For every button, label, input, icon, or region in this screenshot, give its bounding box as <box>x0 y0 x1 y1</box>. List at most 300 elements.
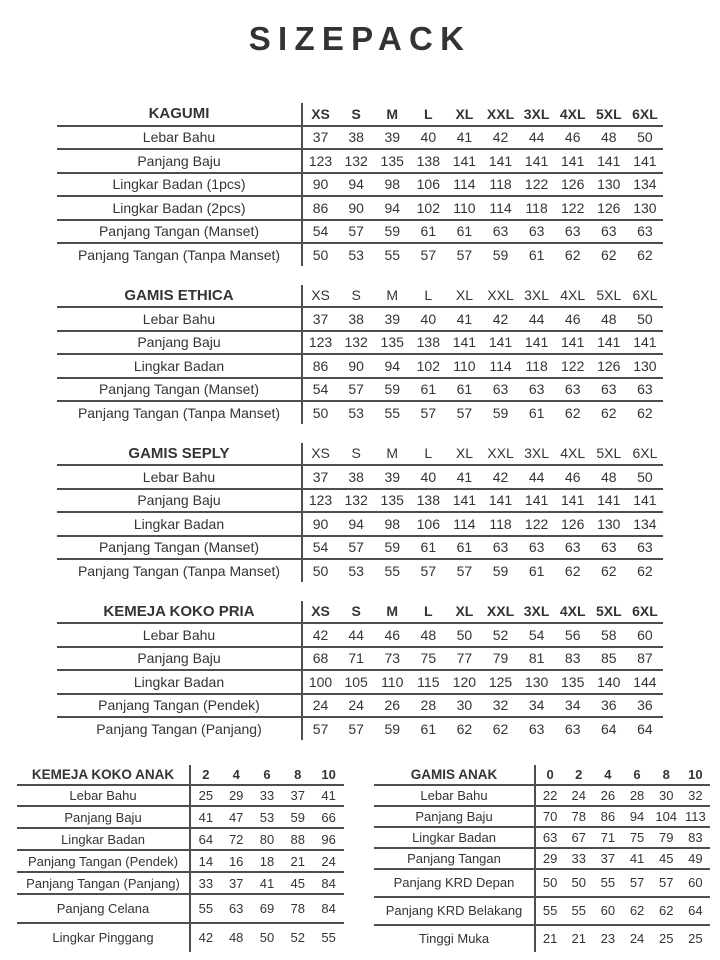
value-cell: 67 <box>564 827 593 848</box>
row-label: Panjang Baju <box>374 806 535 827</box>
value-cell: 64 <box>681 897 710 925</box>
value-cell: 141 <box>591 489 627 513</box>
table-row <box>57 149 663 173</box>
value-cell: 63 <box>555 220 591 244</box>
value-cell: 122 <box>519 173 555 197</box>
size-header: S <box>338 103 374 126</box>
value-cell: 68 <box>302 647 338 671</box>
value-cell: 94 <box>374 196 410 220</box>
table-row <box>17 872 344 894</box>
value-cell: 118 <box>482 173 518 197</box>
table-row <box>57 243 663 266</box>
value-cell: 54 <box>302 378 338 402</box>
size-header: 5XL <box>591 103 627 126</box>
table-row <box>17 785 344 807</box>
value-cell: 58 <box>591 623 627 647</box>
value-cell: 55 <box>384 246 401 263</box>
value-cell: 62 <box>601 246 617 263</box>
size-header: M <box>374 285 410 308</box>
size-header: 6XL <box>627 443 663 466</box>
value-cell: 62 <box>564 246 581 263</box>
value-cell: 34 <box>519 694 555 718</box>
value-cell: 41 <box>446 126 482 150</box>
value-cell: 87 <box>627 647 663 671</box>
table-row <box>374 848 710 869</box>
value-cell: 46 <box>555 126 591 150</box>
value-cell: 141 <box>555 149 591 173</box>
value-cell: 55 <box>384 404 401 421</box>
row-label: Lingkar Pinggang <box>17 923 190 951</box>
value-cell: 47 <box>221 806 252 828</box>
value-cell: 53 <box>348 246 364 263</box>
value-cell: 50 <box>446 623 482 647</box>
value-cell: 37 <box>221 872 252 894</box>
table-row <box>374 869 710 897</box>
value-cell: 57 <box>420 562 437 579</box>
row-label: Lingkar Badan (1pcs) <box>57 173 302 197</box>
value-cell: 61 <box>446 536 482 560</box>
value-cell: 59 <box>384 720 401 737</box>
size-header: XXL <box>482 601 518 624</box>
table-row <box>57 401 663 424</box>
size-header: XS <box>302 601 338 624</box>
size-header: M <box>374 601 410 624</box>
row-label: Panjang Baju <box>57 489 302 513</box>
value-cell: 73 <box>374 647 410 671</box>
value-cell: 62 <box>492 720 509 737</box>
value-cell: 57 <box>652 869 681 897</box>
value-cell: 122 <box>555 354 591 378</box>
value-cell: 98 <box>374 173 410 197</box>
value-cell: 80 <box>252 828 283 850</box>
value-cell: 37 <box>302 307 338 331</box>
header-row <box>17 765 344 785</box>
value-cell: 54 <box>519 623 555 647</box>
value-cell: 38 <box>338 126 374 150</box>
size-header: XL <box>446 601 482 624</box>
value-cell: 60 <box>593 897 622 925</box>
value-cell: 25 <box>190 785 221 807</box>
value-cell: 57 <box>456 562 473 579</box>
value-cell: 48 <box>591 307 627 331</box>
value-cell: 52 <box>290 930 306 946</box>
size-header: 2 <box>564 765 593 785</box>
value-cell: 126 <box>555 173 591 197</box>
value-cell: 62 <box>564 562 581 579</box>
value-cell: 28 <box>410 694 446 718</box>
value-cell: 22 <box>535 785 564 806</box>
value-cell: 106 <box>410 173 446 197</box>
table-row <box>17 923 344 951</box>
row-label: Lingkar Badan <box>57 670 302 694</box>
value-cell: 62 <box>637 246 653 263</box>
table-name: KEMEJA KOKO ANAK <box>17 765 190 785</box>
value-cell: 59 <box>492 562 509 579</box>
value-cell: 50 <box>627 465 663 489</box>
row-label: Panjang KRD Depan <box>374 869 535 897</box>
value-cell: 118 <box>519 354 555 378</box>
row-label: Panjang Tangan (Panjang) <box>17 872 190 894</box>
value-cell: 106 <box>410 512 446 536</box>
value-cell: 57 <box>622 869 651 897</box>
value-cell: 52 <box>482 623 518 647</box>
value-cell: 41 <box>190 806 221 828</box>
row-label: Panjang Celana <box>17 894 190 923</box>
value-cell: 130 <box>627 196 663 220</box>
value-cell: 50 <box>535 869 564 897</box>
value-cell: 24 <box>302 694 338 718</box>
value-cell: 141 <box>627 489 663 513</box>
value-cell: 86 <box>593 806 622 827</box>
value-cell: 130 <box>519 670 555 694</box>
value-cell: 138 <box>410 149 446 173</box>
table-row <box>57 354 663 378</box>
value-cell: 61 <box>528 562 545 579</box>
value-cell: 55 <box>564 897 593 925</box>
value-cell: 30 <box>652 785 681 806</box>
value-cell: 132 <box>338 489 374 513</box>
value-cell: 38 <box>338 465 374 489</box>
value-cell: 126 <box>591 354 627 378</box>
size-header: S <box>338 601 374 624</box>
value-cell: 141 <box>482 331 518 355</box>
size-header: 4XL <box>555 103 591 126</box>
size-header: XS <box>302 285 338 308</box>
header-row <box>57 285 663 308</box>
value-cell: 123 <box>302 489 338 513</box>
value-cell: 105 <box>338 670 374 694</box>
table-row <box>17 828 344 850</box>
value-cell: 63 <box>564 720 581 737</box>
value-cell: 83 <box>681 827 710 848</box>
value-cell: 57 <box>312 720 329 737</box>
value-cell: 63 <box>519 378 555 402</box>
size-header: L <box>410 103 446 126</box>
value-cell: 132 <box>338 331 374 355</box>
value-cell: 46 <box>555 307 591 331</box>
value-cell: 63 <box>519 536 555 560</box>
value-cell: 69 <box>252 894 283 923</box>
value-cell: 61 <box>410 220 446 244</box>
header-row <box>57 443 663 466</box>
value-cell: 86 <box>302 196 338 220</box>
value-cell: 141 <box>446 331 482 355</box>
kids-tables-row <box>0 765 720 952</box>
value-cell: 53 <box>348 404 364 421</box>
value-cell: 50 <box>312 562 329 579</box>
value-cell: 135 <box>374 489 410 513</box>
table-name: KEMEJA KOKO PRIA <box>57 601 302 624</box>
value-cell: 39 <box>374 307 410 331</box>
size-table-gamis-seply <box>57 443 663 582</box>
size-header: XXL <box>482 443 518 466</box>
size-header: XS <box>302 103 338 126</box>
value-cell: 34 <box>555 694 591 718</box>
size-header: 6 <box>252 765 283 785</box>
value-cell: 115 <box>410 670 446 694</box>
size-header: 6 <box>622 765 651 785</box>
value-cell: 40 <box>410 126 446 150</box>
table-name: GAMIS SEPLY <box>57 443 302 466</box>
size-header: XL <box>446 443 482 466</box>
value-cell: 30 <box>446 694 482 718</box>
value-cell: 28 <box>622 785 651 806</box>
table-row <box>57 378 663 402</box>
header-row <box>57 103 663 126</box>
value-cell: 63 <box>482 378 518 402</box>
value-cell: 141 <box>482 149 518 173</box>
value-cell: 63 <box>528 720 545 737</box>
value-cell: 134 <box>627 512 663 536</box>
size-table-gamis-ethica <box>57 285 663 424</box>
value-cell: 53 <box>252 806 283 828</box>
value-cell: 63 <box>555 536 591 560</box>
value-cell: 79 <box>482 647 518 671</box>
value-cell: 50 <box>259 930 275 946</box>
value-cell: 46 <box>555 465 591 489</box>
value-cell: 63 <box>535 827 564 848</box>
row-label: Panjang Tangan (Manset) <box>57 220 302 244</box>
value-cell: 102 <box>410 354 446 378</box>
value-cell: 24 <box>338 694 374 718</box>
row-label: Lebar Bahu <box>374 785 535 806</box>
value-cell: 49 <box>681 848 710 869</box>
value-cell: 57 <box>338 220 374 244</box>
value-cell: 94 <box>338 173 374 197</box>
table-row <box>57 196 663 220</box>
value-cell: 125 <box>482 670 518 694</box>
size-header: XS <box>302 443 338 466</box>
value-cell: 63 <box>627 536 663 560</box>
table-row <box>374 897 710 925</box>
value-cell: 62 <box>601 404 617 421</box>
row-label: Lebar Bahu <box>57 307 302 331</box>
size-header: 8 <box>282 765 313 785</box>
size-table-kagumi <box>57 103 663 266</box>
size-header: 6XL <box>627 103 663 126</box>
value-cell: 33 <box>564 848 593 869</box>
value-cell: 118 <box>519 196 555 220</box>
value-cell: 38 <box>338 307 374 331</box>
value-cell: 21 <box>282 850 313 872</box>
value-cell: 41 <box>622 848 651 869</box>
value-cell: 41 <box>446 307 482 331</box>
value-cell: 63 <box>591 220 627 244</box>
value-cell: 120 <box>446 670 482 694</box>
value-cell: 44 <box>338 623 374 647</box>
value-cell: 122 <box>555 196 591 220</box>
value-cell: 79 <box>652 827 681 848</box>
size-header: L <box>410 443 446 466</box>
value-cell: 42 <box>302 623 338 647</box>
value-cell: 138 <box>410 331 446 355</box>
value-cell: 63 <box>627 220 663 244</box>
value-cell: 62 <box>652 897 681 925</box>
value-cell: 94 <box>338 512 374 536</box>
value-cell: 21 <box>571 931 586 946</box>
size-header: 3XL <box>519 285 555 308</box>
size-header: 0 <box>535 765 564 785</box>
value-cell: 71 <box>338 647 374 671</box>
size-header: 4 <box>221 765 252 785</box>
value-cell: 138 <box>410 489 446 513</box>
value-cell: 77 <box>446 647 482 671</box>
size-header: 3XL <box>519 601 555 624</box>
value-cell: 42 <box>482 465 518 489</box>
row-label: Tinggi Muka <box>374 925 535 952</box>
value-cell: 36 <box>591 694 627 718</box>
value-cell: 63 <box>482 536 518 560</box>
value-cell: 62 <box>601 562 617 579</box>
table-row <box>57 536 663 560</box>
value-cell: 96 <box>313 828 344 850</box>
value-cell: 141 <box>519 331 555 355</box>
size-table-gamis-anak <box>374 765 710 952</box>
value-cell: 114 <box>482 354 518 378</box>
value-cell: 141 <box>627 149 663 173</box>
table-row <box>57 220 663 244</box>
table-row <box>57 126 663 150</box>
value-cell: 26 <box>593 785 622 806</box>
value-cell: 123 <box>302 331 338 355</box>
value-cell: 62 <box>456 720 473 737</box>
size-header: 5XL <box>591 285 627 308</box>
value-cell: 141 <box>591 331 627 355</box>
value-cell: 64 <box>637 720 653 737</box>
table-row <box>17 806 344 828</box>
row-label: Lingkar Badan <box>374 827 535 848</box>
value-cell: 25 <box>688 931 703 946</box>
value-cell: 37 <box>593 848 622 869</box>
value-cell: 141 <box>555 331 591 355</box>
size-header: 10 <box>681 765 710 785</box>
value-cell: 94 <box>622 806 651 827</box>
value-cell: 141 <box>519 489 555 513</box>
value-cell: 90 <box>338 354 374 378</box>
value-cell: 55 <box>321 930 336 946</box>
value-cell: 45 <box>652 848 681 869</box>
value-cell: 55 <box>384 562 401 579</box>
table-row <box>17 850 344 872</box>
value-cell: 66 <box>313 806 344 828</box>
value-cell: 50 <box>312 246 329 263</box>
size-header: 3XL <box>519 103 555 126</box>
table-row <box>57 173 663 197</box>
value-cell: 48 <box>410 623 446 647</box>
value-cell: 130 <box>591 173 627 197</box>
table-row <box>374 806 710 827</box>
value-cell: 114 <box>482 196 518 220</box>
value-cell: 57 <box>420 404 437 421</box>
value-cell: 37 <box>302 465 338 489</box>
value-cell: 140 <box>591 670 627 694</box>
value-cell: 126 <box>555 512 591 536</box>
value-cell: 48 <box>228 930 244 946</box>
value-cell: 24 <box>629 931 645 946</box>
value-cell: 86 <box>302 354 338 378</box>
value-cell: 39 <box>374 465 410 489</box>
value-cell: 135 <box>374 331 410 355</box>
value-cell: 61 <box>528 246 545 263</box>
value-cell: 46 <box>374 623 410 647</box>
value-cell: 64 <box>190 828 221 850</box>
row-label: Lingkar Badan <box>17 828 190 850</box>
row-label: Panjang Tangan <box>374 848 535 869</box>
row-label: Panjang Tangan (Manset) <box>57 536 302 560</box>
value-cell: 55 <box>190 894 221 923</box>
value-cell: 42 <box>198 930 214 946</box>
value-cell: 61 <box>420 720 437 737</box>
value-cell: 29 <box>221 785 252 807</box>
value-cell: 84 <box>313 872 344 894</box>
value-cell: 50 <box>312 404 329 421</box>
value-cell: 110 <box>446 354 482 378</box>
value-cell: 63 <box>519 220 555 244</box>
row-label: Lebar Bahu <box>57 465 302 489</box>
size-header: L <box>410 285 446 308</box>
value-cell: 114 <box>446 512 482 536</box>
value-cell: 110 <box>446 196 482 220</box>
value-cell: 122 <box>519 512 555 536</box>
size-header: L <box>410 601 446 624</box>
value-cell: 134 <box>627 173 663 197</box>
value-cell: 64 <box>601 720 617 737</box>
value-cell: 135 <box>555 670 591 694</box>
header-row <box>57 601 663 624</box>
value-cell: 57 <box>338 536 374 560</box>
size-header: 4XL <box>555 285 591 308</box>
size-header: 8 <box>652 765 681 785</box>
row-label: Lingkar Badan (2pcs) <box>57 196 302 220</box>
size-header: 6XL <box>627 285 663 308</box>
value-cell: 61 <box>410 536 446 560</box>
value-cell: 53 <box>348 562 364 579</box>
value-cell: 59 <box>374 378 410 402</box>
value-cell: 39 <box>374 126 410 150</box>
size-header: 5XL <box>591 443 627 466</box>
value-cell: 56 <box>555 623 591 647</box>
value-cell: 62 <box>637 562 653 579</box>
value-cell: 41 <box>446 465 482 489</box>
value-cell: 114 <box>446 173 482 197</box>
table-row <box>57 694 663 718</box>
value-cell: 110 <box>374 670 410 694</box>
value-cell: 61 <box>446 378 482 402</box>
value-cell: 57 <box>348 720 364 737</box>
row-label: Lingkar Badan <box>57 512 302 536</box>
value-cell: 42 <box>482 126 518 150</box>
size-header: M <box>374 103 410 126</box>
value-cell: 57 <box>338 378 374 402</box>
value-cell: 59 <box>492 404 509 421</box>
value-cell: 33 <box>190 872 221 894</box>
value-cell: 60 <box>627 623 663 647</box>
value-cell: 44 <box>519 465 555 489</box>
value-cell: 60 <box>681 869 710 897</box>
value-cell: 24 <box>313 850 344 872</box>
value-cell: 141 <box>446 149 482 173</box>
value-cell: 130 <box>591 512 627 536</box>
size-header: 3XL <box>519 443 555 466</box>
value-cell: 41 <box>313 785 344 807</box>
value-cell: 26 <box>374 694 410 718</box>
value-cell: 24 <box>564 785 593 806</box>
row-label: Lebar Bahu <box>57 126 302 150</box>
row-label: Panjang Tangan (Pendek) <box>57 694 302 718</box>
table-name: KAGUMI <box>57 103 302 126</box>
value-cell: 63 <box>591 536 627 560</box>
table-name: GAMIS ANAK <box>374 765 535 785</box>
